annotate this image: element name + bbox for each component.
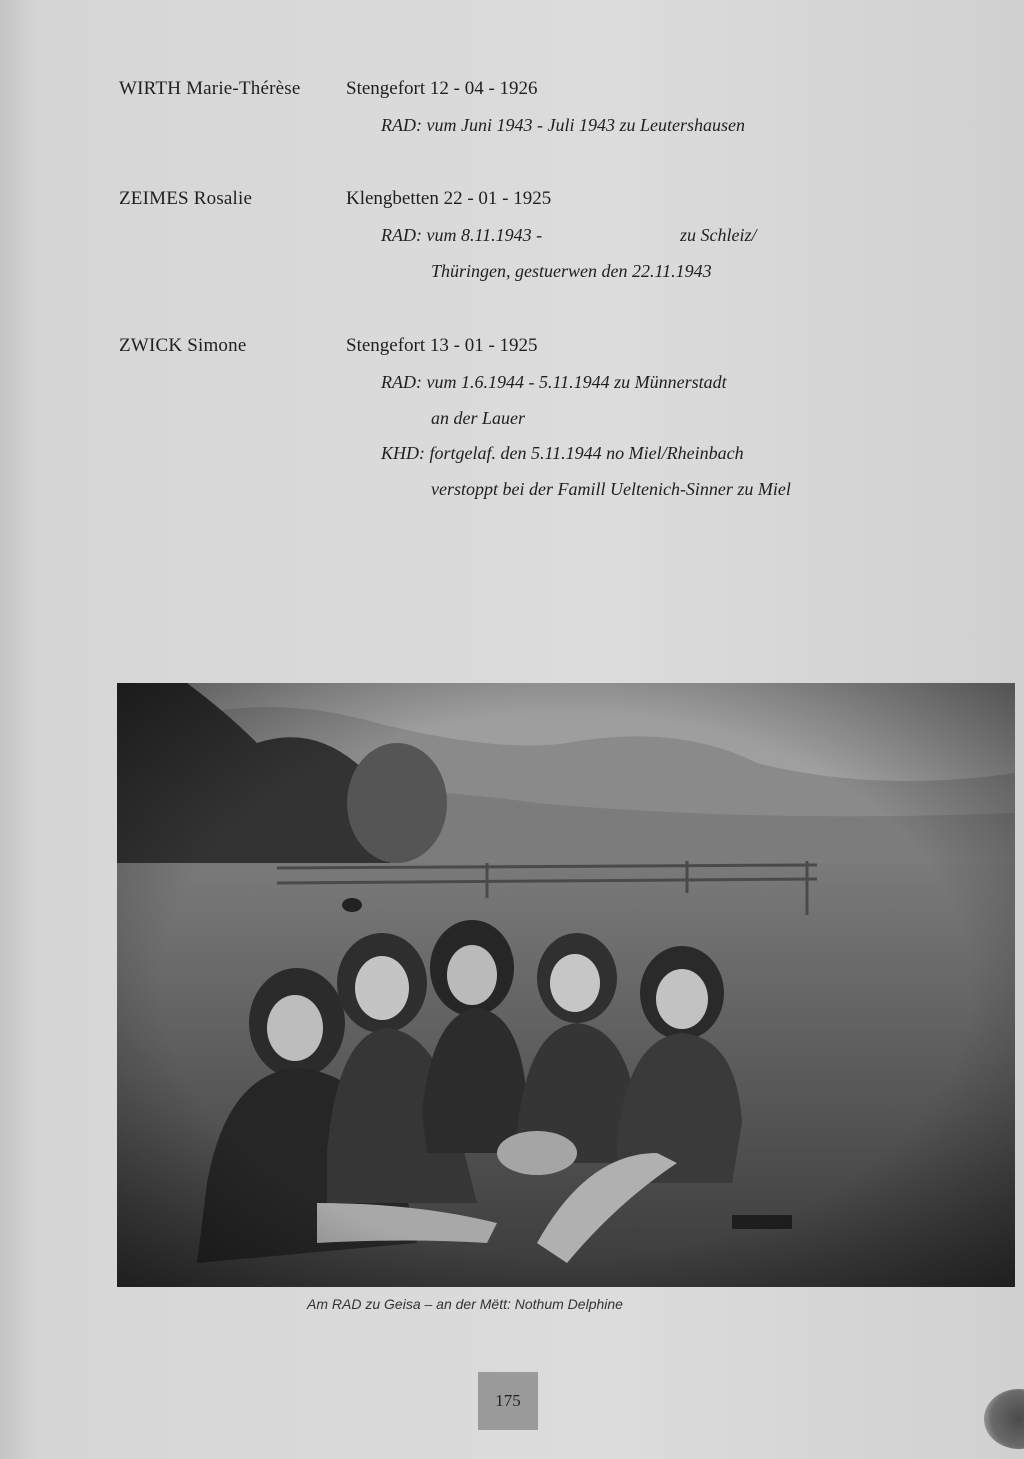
photo-scene — [117, 683, 1015, 1287]
thumb-smudge — [984, 1389, 1024, 1449]
entry-birth: Stengefort 13 - 01 - 1925 — [346, 335, 538, 356]
entry-detail-line: zu Schleiz/ — [680, 225, 757, 245]
entry-detail-line: verstoppt bei der Famill Ueltenich-Sinner zu Miel — [431, 479, 791, 499]
entry-name: ZEIMES Rosalie — [119, 188, 253, 209]
entry-birth: Klengbetten 22 - 01 - 1925 — [346, 188, 552, 209]
entry-detail-line: KHD: fortgelaf. den 5.11.1944 no Miel/Rheinbach — [381, 443, 744, 463]
entry-detail-line: RAD: vum Juni 1943 - Juli 1943 zu Leutershausen — [381, 115, 745, 135]
photo-caption: Am RAD zu Geisa – an der Mëtt: Nothum Delphine — [307, 1296, 623, 1312]
entry-detail-line: RAD: vum 8.11.1943 - — [381, 225, 543, 245]
entry-detail-line: an der Lauer — [431, 408, 525, 428]
entry-name: ZWICK Simone — [119, 335, 247, 356]
page-number: 175 — [478, 1372, 538, 1430]
entry-detail-line: Thüringen, gestuerwen den 22.11.1943 — [431, 261, 712, 281]
entry-name: WIRTH Marie-Thérèse — [119, 78, 301, 99]
entry-birth: Stengefort 12 - 04 - 1926 — [346, 78, 538, 99]
entry-detail-line: RAD: vum 1.6.1944 - 5.11.1944 zu Münnerstadt — [381, 372, 727, 392]
group-photograph — [117, 683, 1015, 1287]
